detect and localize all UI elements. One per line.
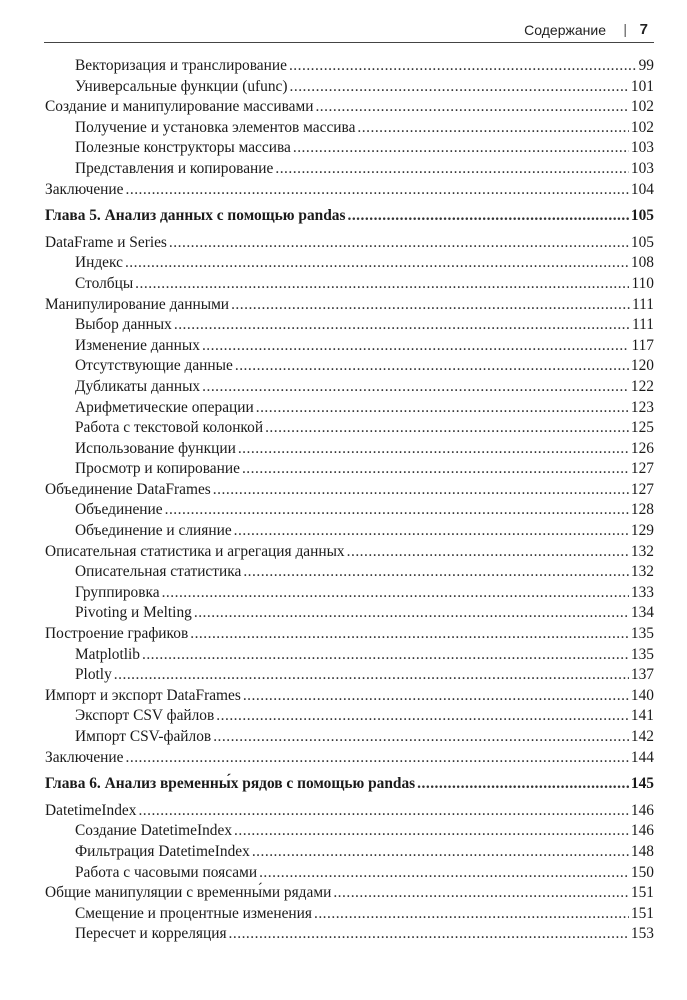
- toc-entry[interactable]: [45, 603, 654, 624]
- toc-leader-dots: [252, 842, 629, 863]
- toc-leader-dots: [229, 924, 629, 945]
- header-title: Содержание: [524, 22, 606, 38]
- toc-leader-dots: [243, 686, 629, 707]
- toc-entry[interactable]: [45, 748, 654, 769]
- toc-entry-title: Plotly: [75, 666, 112, 684]
- toc-entry[interactable]: [45, 821, 654, 842]
- toc-entry-page: 127: [630, 480, 654, 498]
- toc-entry[interactable]: [45, 883, 654, 904]
- toc-entry-title: Работа с часовыми поясами: [75, 863, 258, 881]
- toc-entry-title: Глава 6. Анализ временны́х рядов с помощью pandas: [45, 775, 416, 793]
- toc-entry[interactable]: [45, 542, 654, 563]
- toc-entry-page: 146: [630, 801, 654, 819]
- toc-entry-title: Индекс: [75, 254, 123, 272]
- toc-entry-page: 137: [630, 666, 654, 684]
- toc-leader-dots: [126, 180, 629, 201]
- toc-leader-dots: [256, 398, 629, 419]
- toc-entry-title: Представления и копирование: [75, 159, 274, 177]
- toc-leader-dots: [213, 480, 629, 501]
- toc-entry-page: 108: [630, 254, 654, 272]
- toc-entry-page: 103: [630, 139, 654, 157]
- toc-entry-title: Изменение данных: [75, 336, 200, 354]
- toc-leader-dots: [275, 159, 629, 180]
- toc-entry-title: Глава 5. Анализ данных с помощью pandas: [45, 207, 346, 225]
- toc-entry[interactable]: [45, 418, 654, 439]
- toc-entry[interactable]: [45, 686, 654, 707]
- toc-entry-title: Группировка: [75, 583, 160, 601]
- toc-entry-page: 103: [630, 159, 654, 177]
- toc-leader-dots: [190, 624, 629, 645]
- toc-leader-dots: [202, 377, 629, 398]
- toc-leader-dots: [347, 206, 628, 227]
- toc-leader-dots: [216, 706, 629, 727]
- toc-entry-page: 111: [632, 316, 654, 334]
- toc-leader-dots: [194, 603, 629, 624]
- toc-leader-dots: [315, 97, 628, 118]
- toc-leader-dots: [259, 863, 629, 884]
- toc-entry[interactable]: [45, 377, 654, 398]
- toc-entry-page: 141: [630, 707, 654, 725]
- toc-entry-page: 135: [630, 625, 654, 643]
- toc-entry[interactable]: [45, 356, 654, 377]
- toc-entry[interactable]: [45, 118, 654, 139]
- toc-entry-page: 125: [630, 419, 654, 437]
- toc-entry-title: Просмотр и копирование: [75, 460, 240, 478]
- toc-entry[interactable]: [45, 904, 654, 925]
- toc-entry-page: 132: [630, 563, 654, 581]
- toc-entry-page: 140: [630, 686, 654, 704]
- toc-leader-dots: [314, 904, 629, 925]
- toc-entry-title: Столбцы: [75, 274, 134, 292]
- toc-entry-page: 105: [630, 233, 654, 251]
- toc-entry-title: Отсутствующие данные: [75, 357, 233, 375]
- toc-entry-title: Объединение и слияние: [75, 522, 232, 540]
- toc-entry-title: Заключение: [45, 748, 124, 766]
- toc-entry[interactable]: [45, 842, 654, 863]
- toc-entry-page: 132: [630, 542, 654, 560]
- toc-entry-title: Пересчет и корреляция: [75, 925, 227, 943]
- toc-entry[interactable]: [45, 924, 654, 945]
- toc-entry[interactable]: [45, 727, 654, 748]
- toc-entry-title: Pivoting и Melting: [75, 604, 192, 622]
- toc-leader-dots: [238, 439, 629, 460]
- toc-entry-page: 126: [630, 439, 654, 457]
- toc-entry-title: Общие манипуляции с временны́ми рядами: [45, 884, 332, 902]
- toc-entry-page: 153: [630, 925, 654, 943]
- toc-entry-title: Арифметические операции: [75, 398, 254, 416]
- toc-entry[interactable]: [45, 295, 654, 316]
- toc-entry-title: Полезные конструкторы массива: [75, 139, 291, 157]
- toc-entry-page: 104: [630, 180, 654, 198]
- toc-leader-dots: [290, 77, 629, 98]
- toc-leader-dots: [242, 459, 629, 480]
- toc-entry-title: Matplotlib: [75, 645, 140, 663]
- toc-leader-dots: [202, 336, 630, 357]
- toc-leader-dots: [293, 138, 629, 159]
- toc-leader-dots: [125, 253, 629, 274]
- toc-entry[interactable]: [45, 562, 654, 583]
- toc-entry[interactable]: [45, 159, 654, 180]
- toc-entry-page: 111: [632, 295, 654, 313]
- toc-entry-title: Универсальные функции (ufunc): [75, 77, 288, 95]
- toc-chapter-entry[interactable]: [45, 206, 654, 227]
- toc-entry[interactable]: [45, 138, 654, 159]
- toc-entry-page: 150: [630, 863, 654, 881]
- toc-entry-title: Фильтрация DatetimeIndex: [75, 842, 250, 860]
- toc-entry[interactable]: [45, 439, 654, 460]
- toc-leader-dots: [417, 774, 629, 795]
- toc-entry-page: 102: [630, 118, 654, 136]
- toc-entry-title: Использование функции: [75, 439, 236, 457]
- toc-entry[interactable]: [45, 180, 654, 201]
- toc-leader-dots: [142, 645, 629, 666]
- toc-entry[interactable]: [45, 56, 654, 77]
- toc-entry-title: Объединение DataFrames: [45, 480, 211, 498]
- toc-leader-dots: [114, 665, 629, 686]
- toc-chapter-entry[interactable]: [45, 774, 654, 795]
- toc-entry-title: DataFrame и Series: [45, 233, 167, 251]
- toc-entry[interactable]: [45, 77, 654, 98]
- toc-entry-page: 133: [630, 583, 654, 601]
- toc-entry[interactable]: [45, 706, 654, 727]
- toc-entry-page: 144: [630, 748, 654, 766]
- toc-entry-page: 148: [630, 842, 654, 860]
- toc-entry-title: Описательная статистика и агрегация данных: [45, 542, 345, 560]
- header-separator: |: [623, 21, 627, 37]
- toc-entry-page: 99: [638, 57, 654, 74]
- toc-entry-title: Создание и манипулирование массивами: [45, 98, 314, 116]
- toc-entry-title: Манипулирование данными: [45, 295, 230, 313]
- toc-entry-title: Смещение и процентные изменения: [75, 904, 312, 922]
- toc-entry[interactable]: [45, 645, 654, 666]
- toc-entry-title: Импорт CSV-файлов: [75, 728, 212, 745]
- toc-entry[interactable]: [45, 583, 654, 604]
- toc-leader-dots: [235, 356, 629, 377]
- toc-leader-dots: [347, 542, 629, 563]
- toc-leader-dots: [135, 274, 629, 295]
- toc-entry-page: 105: [630, 207, 654, 225]
- toc-entry-page: 129: [630, 522, 654, 540]
- toc-leader-dots: [169, 233, 629, 254]
- toc-leader-dots: [357, 118, 628, 139]
- toc-entry-title: Векторизация и транслирование: [75, 57, 287, 74]
- toc-entry-page: 142: [630, 728, 654, 745]
- toc-leader-dots: [138, 801, 628, 822]
- toc-entry-title: Получение и установка элементов массива: [75, 118, 356, 136]
- table-of-contents: [45, 56, 654, 945]
- running-header: [44, 18, 654, 43]
- toc-leader-dots: [174, 315, 630, 336]
- toc-leader-dots: [333, 883, 629, 904]
- toc-entry[interactable]: [45, 500, 654, 521]
- toc-leader-dots: [231, 295, 630, 316]
- toc-entry[interactable]: [45, 274, 654, 295]
- toc-entry[interactable]: [45, 480, 654, 501]
- toc-entry-page: 134: [630, 604, 654, 622]
- toc-entry-title: Импорт и экспорт DataFrames: [45, 686, 241, 704]
- toc-entry-title: Заключение: [45, 180, 124, 198]
- toc-entry-title: DatetimeIndex: [45, 801, 137, 819]
- toc-entry-title: Дубликаты данных: [75, 377, 201, 395]
- toc-entry-page: 151: [630, 904, 654, 922]
- toc-entry[interactable]: [45, 336, 654, 357]
- toc-entry[interactable]: [45, 398, 654, 419]
- toc-leader-dots: [165, 500, 629, 521]
- toc-entry-page: 102: [630, 98, 654, 116]
- toc-leader-dots: [243, 562, 629, 583]
- toc-entry-title: Работа с текстовой колонкой: [75, 419, 264, 437]
- toc-entry[interactable]: [45, 315, 654, 336]
- toc-entry-title: Объединение: [75, 501, 163, 519]
- toc-entry-page: 110: [631, 274, 654, 292]
- toc-entry[interactable]: [45, 521, 654, 542]
- toc-leader-dots: [265, 418, 629, 439]
- toc-entry-page: 151: [630, 884, 654, 902]
- toc-entry-page: 122: [630, 377, 654, 395]
- toc-entry[interactable]: [45, 801, 654, 822]
- toc-entry[interactable]: [45, 624, 654, 645]
- toc-entry-page: 117: [631, 336, 654, 354]
- toc-entry[interactable]: [45, 253, 654, 274]
- toc-entry-page: 145: [630, 775, 654, 793]
- toc-entry-page: 120: [630, 357, 654, 375]
- toc-leader-dots: [234, 821, 629, 842]
- toc-leader-dots: [234, 521, 629, 542]
- toc-entry[interactable]: [45, 863, 654, 884]
- toc-entry-page: 146: [630, 822, 654, 840]
- toc-entry[interactable]: [45, 233, 654, 254]
- toc-entry-page: 123: [630, 398, 654, 416]
- toc-entry[interactable]: [45, 459, 654, 480]
- toc-entry-title: Экспорт CSV файлов: [75, 707, 215, 725]
- header-page-number: 7: [639, 21, 648, 38]
- toc-leader-dots: [213, 727, 629, 748]
- toc-entry-title: Построение графиков: [45, 625, 189, 643]
- toc-entry-title: Описательная статистика: [75, 563, 242, 581]
- toc-leader-dots: [126, 748, 629, 769]
- toc-entry[interactable]: [45, 97, 654, 118]
- toc-entry-page: 128: [630, 501, 654, 519]
- toc-leader-dots: [162, 583, 629, 604]
- toc-leader-dots: [289, 56, 637, 77]
- toc-entry-page: 127: [630, 460, 654, 478]
- toc-entry-title: Выбор данных: [75, 316, 172, 334]
- toc-entry-page: 101: [630, 77, 654, 95]
- toc-entry-title: Создание DatetimeIndex: [75, 822, 233, 840]
- toc-entry-page: 135: [630, 645, 654, 663]
- toc-entry[interactable]: [45, 665, 654, 686]
